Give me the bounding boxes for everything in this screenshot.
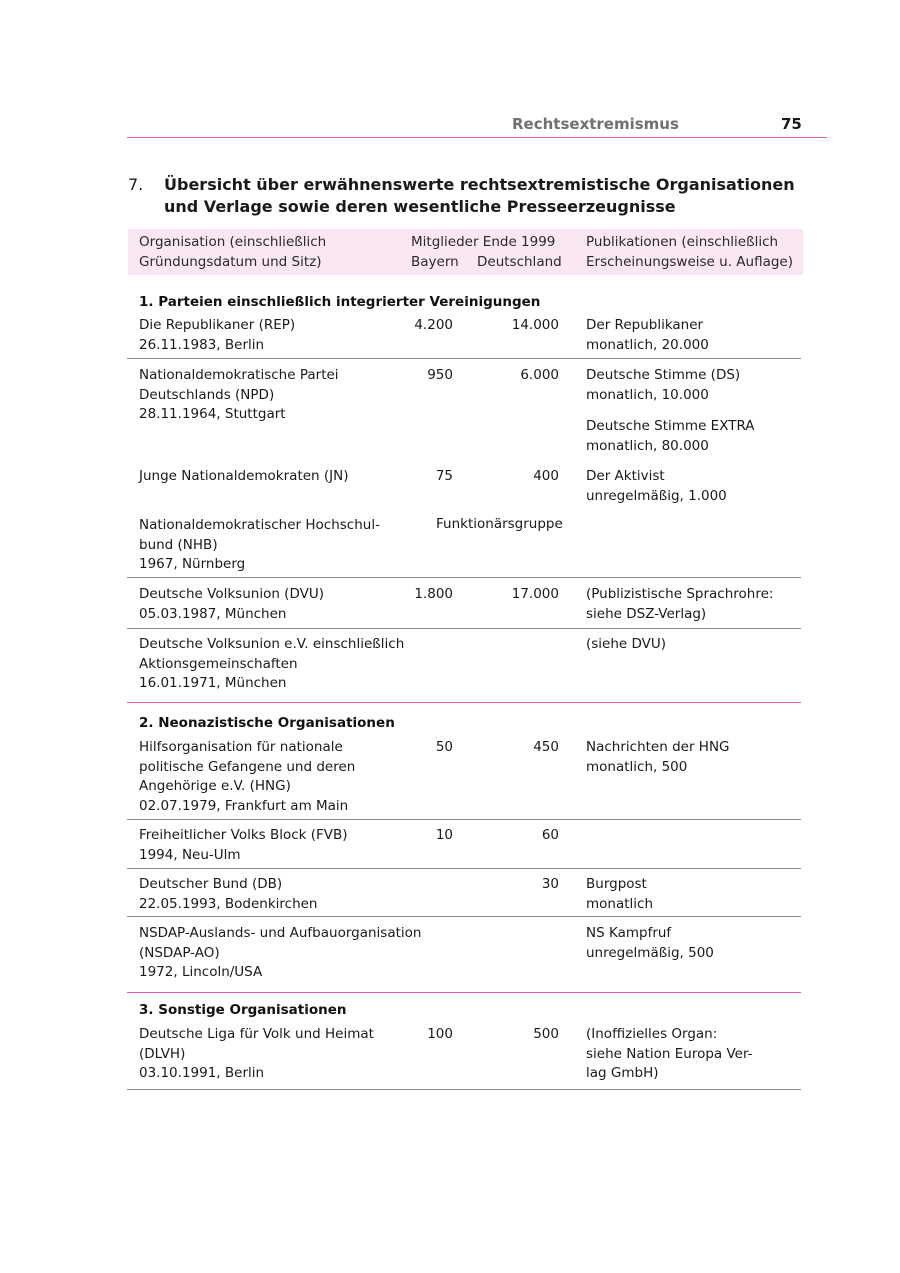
members-bayern: 100 bbox=[427, 1026, 453, 1042]
org-cell bbox=[139, 826, 348, 865]
org-line: 26.11.1983, Berlin bbox=[139, 336, 265, 353]
members-bayern: 75 bbox=[435, 468, 453, 484]
row-divider bbox=[127, 916, 801, 917]
org-line: Angehörige e.V. (HNG) bbox=[139, 778, 291, 795]
members-deutschland: 60 bbox=[541, 827, 559, 843]
publication-line: monatlich bbox=[586, 895, 654, 912]
org-cell bbox=[139, 875, 318, 914]
org-line: 1994, Neu-Ulm bbox=[139, 846, 241, 863]
header-line: Publikationen (einschließlich bbox=[586, 234, 779, 250]
publication-line: monatlich, 20.000 bbox=[586, 336, 709, 353]
org-line: bund (NHB) bbox=[139, 536, 218, 553]
org-line: Freiheitlicher Volks Block (FVB) bbox=[139, 827, 348, 843]
publication-cell bbox=[586, 316, 709, 355]
publication-cell bbox=[586, 417, 755, 456]
row-divider bbox=[127, 358, 801, 359]
org-line: Hilfsorganisation für nationale bbox=[139, 739, 343, 755]
header-organisation bbox=[139, 232, 326, 272]
org-cell bbox=[139, 585, 324, 624]
row-divider bbox=[127, 577, 801, 578]
header-publications bbox=[586, 232, 793, 272]
members-note: Funktionärsgruppe bbox=[436, 516, 563, 532]
publication-line: siehe DSZ-Verlag) bbox=[586, 605, 707, 622]
header-line: Organisation (einschließlich bbox=[139, 234, 327, 250]
publication-line: (Inoffizielles Organ: bbox=[586, 1026, 718, 1042]
section-number: 7. bbox=[128, 175, 144, 194]
members-bayern: 10 bbox=[435, 827, 453, 843]
header-line: Erscheinungsweise u. Auflage) bbox=[586, 254, 793, 270]
row-divider bbox=[127, 868, 801, 869]
running-header-title: Rechtsextremismus bbox=[512, 115, 679, 133]
org-line: NSDAP-Auslands- und Aufbauorganisation bbox=[139, 925, 422, 941]
org-line: 28.11.1964, Stuttgart bbox=[139, 406, 286, 423]
publication-line: lag GmbH) bbox=[586, 1065, 659, 1082]
org-cell bbox=[139, 366, 339, 425]
publication-line: Deutsche Stimme EXTRA bbox=[586, 418, 755, 434]
section-title-line: und Verlage sowie deren wesentliche Presseerzeugnisse bbox=[164, 197, 676, 216]
publication-cell bbox=[586, 1025, 753, 1084]
org-line: 02.07.1979, Frankfurt am Main bbox=[139, 797, 349, 814]
members-deutschland: 500 bbox=[533, 1026, 559, 1042]
org-cell bbox=[139, 1025, 374, 1084]
org-line: Deutscher Bund (DB) bbox=[139, 876, 283, 892]
publication-line: monatlich, 500 bbox=[586, 758, 688, 775]
members-deutschland: 450 bbox=[533, 739, 559, 755]
org-line: 1967, Nürnberg bbox=[139, 556, 246, 573]
publication-line: (siehe DVU) bbox=[586, 636, 667, 652]
org-line: 05.03.1987, München bbox=[139, 605, 287, 622]
publication-line: siehe Nation Europa Ver- bbox=[586, 1045, 753, 1062]
org-line: 16.01.1971, München bbox=[139, 675, 287, 692]
publication-line: Nachrichten der HNG bbox=[586, 739, 730, 755]
org-cell bbox=[139, 738, 355, 816]
header-members: Mitglieder Ende 1999 bbox=[411, 234, 556, 250]
publication-line: unregelmäßig, 1.000 bbox=[586, 487, 727, 504]
publication-cell bbox=[586, 585, 773, 624]
org-line: Nationaldemokratische Partei bbox=[139, 367, 339, 383]
publication-line: Der Republikaner bbox=[586, 317, 704, 333]
org-line: Junge Nationaldemokraten (JN) bbox=[139, 468, 349, 484]
org-cell bbox=[139, 635, 404, 694]
section-title-line: Übersicht über erwähnenswerte rechtsextremistische Organisationen bbox=[164, 175, 795, 194]
publication-cell bbox=[586, 635, 666, 655]
publication-line: Burgpost bbox=[586, 876, 647, 892]
publication-cell bbox=[586, 467, 727, 506]
group-title: 2. Neonazistische Organisationen bbox=[139, 715, 395, 731]
members-bayern: 50 bbox=[435, 739, 453, 755]
group-title: 3. Sonstige Organisationen bbox=[139, 1002, 347, 1018]
members-deutschland: 14.000 bbox=[511, 317, 559, 333]
publication-line: monatlich, 80.000 bbox=[586, 437, 709, 454]
row-divider bbox=[127, 819, 801, 820]
page-number: 75 bbox=[781, 115, 802, 133]
org-line: 03.10.1991, Berlin bbox=[139, 1065, 265, 1082]
org-line: (DLVH) bbox=[139, 1045, 186, 1062]
org-line: Die Republikaner (REP) bbox=[139, 317, 296, 333]
members-bayern: 4.200 bbox=[414, 317, 453, 333]
publication-line: unregelmäßig, 500 bbox=[586, 944, 714, 961]
publication-cell bbox=[586, 924, 714, 963]
org-line: Deutsche Volksunion e.V. einschließlich bbox=[139, 636, 405, 652]
org-line: politische Gefangene und deren bbox=[139, 758, 356, 775]
section-title bbox=[164, 174, 795, 218]
row-divider bbox=[127, 628, 801, 629]
org-cell bbox=[139, 467, 349, 487]
header-bayern: Bayern bbox=[411, 254, 459, 270]
members-deutschland: 400 bbox=[533, 468, 559, 484]
publication-line: Der Aktivist bbox=[586, 468, 665, 484]
members-deutschland: 30 bbox=[541, 876, 559, 892]
header-line: Gründungsdatum und Sitz) bbox=[139, 254, 322, 270]
members-bayern: 950 bbox=[427, 367, 453, 383]
group-title: 1. Parteien einschließlich integrierter Vereinigungen bbox=[139, 294, 541, 310]
group-divider bbox=[127, 702, 801, 703]
org-line: Deutsche Liga für Volk und Heimat bbox=[139, 1026, 374, 1042]
org-line: 1972, Lincoln/USA bbox=[139, 964, 263, 981]
org-cell bbox=[139, 316, 295, 355]
publication-line: NS Kampfruf bbox=[586, 925, 672, 941]
org-line: Deutsche Volksunion (DVU) bbox=[139, 586, 324, 602]
header-deutschland: Deutschland bbox=[477, 254, 562, 270]
publication-line: monatlich, 10.000 bbox=[586, 386, 709, 403]
org-cell bbox=[139, 516, 380, 575]
members-deutschland: 17.000 bbox=[511, 586, 559, 602]
row-divider bbox=[127, 1089, 801, 1090]
org-line: Deutschlands (NPD) bbox=[139, 386, 275, 403]
group-divider bbox=[127, 992, 801, 993]
org-cell bbox=[139, 924, 421, 983]
members-bayern: 1.800 bbox=[414, 586, 453, 602]
publication-cell bbox=[586, 366, 740, 405]
org-line: Nationaldemokratischer Hochschul- bbox=[139, 517, 380, 533]
publication-line: Deutsche Stimme (DS) bbox=[586, 367, 741, 383]
org-line: (NSDAP-AO) bbox=[139, 944, 220, 961]
org-line: 22.05.1993, Bodenkirchen bbox=[139, 895, 318, 912]
members-deutschland: 6.000 bbox=[520, 367, 559, 383]
publication-line: (Publizistische Sprachrohre: bbox=[586, 586, 774, 602]
publication-cell bbox=[586, 738, 730, 777]
publication-cell bbox=[586, 875, 653, 914]
org-line: Aktionsgemeinschaften bbox=[139, 655, 298, 672]
header-rule bbox=[127, 137, 827, 138]
